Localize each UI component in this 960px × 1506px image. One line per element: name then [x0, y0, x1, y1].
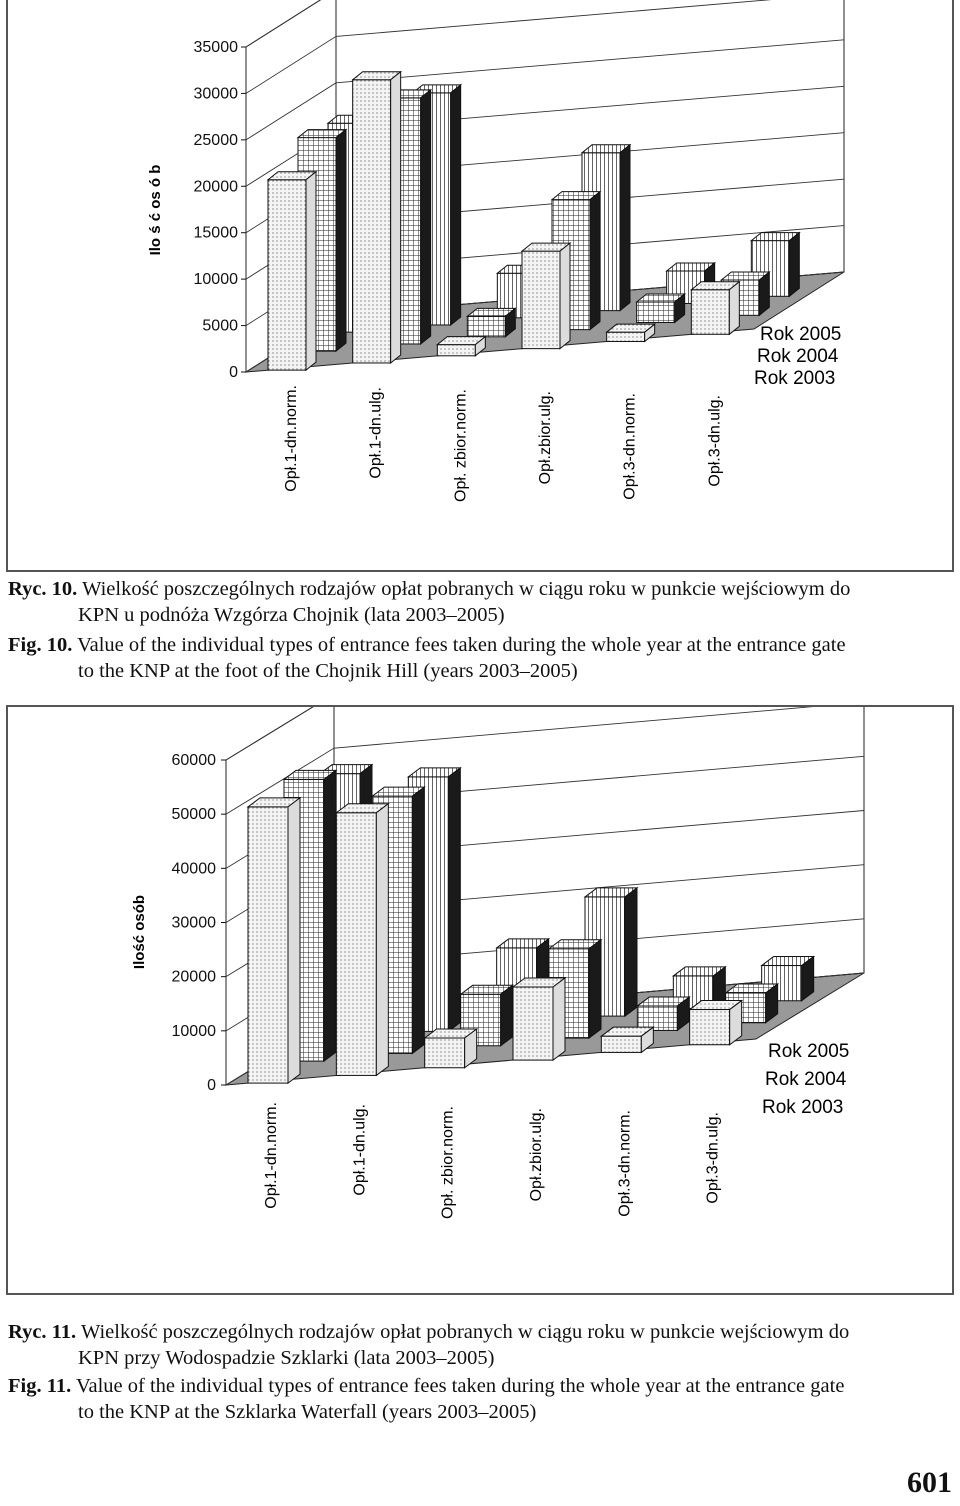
figure-11-chart — [8, 707, 952, 1293]
bar-side — [421, 90, 431, 344]
category-label: Opł. zbior.norm. — [452, 389, 470, 502]
bar-front — [522, 251, 560, 349]
category-label: Opł.1-dn.norm. — [263, 1102, 280, 1209]
caption-text: Value of the individual types of entrance fees taken during the whole year at the entrance gate — [75, 1375, 845, 1397]
bar — [513, 978, 565, 1060]
category-label: Opł.3-dn.ulg. — [704, 1112, 722, 1204]
bar-side — [306, 172, 316, 370]
category-label: Opł.3-dn.norm. — [621, 393, 639, 500]
y-tick-label: 30000 — [171, 914, 216, 932]
y-tick-label: 5000 — [202, 317, 238, 335]
bar-side — [324, 770, 336, 1061]
figure-11-frame — [6, 705, 954, 1295]
bar-side — [590, 192, 600, 330]
category-label: Opł.1-dn.norm. — [283, 385, 300, 492]
category-label: Opł.3-dn.norm. — [616, 1110, 634, 1217]
bar-side — [729, 282, 739, 335]
bar-front — [637, 302, 675, 322]
caption-fig-11 — [8, 1373, 952, 1425]
y-tick-label: 15000 — [193, 224, 238, 242]
legend-label: Rok 2003 — [762, 1097, 844, 1118]
category-label: Opł.1-dn.ulg. — [351, 1104, 369, 1196]
y-axis-label: Ilo ś ć os ó b — [147, 164, 164, 256]
bar — [690, 1001, 742, 1045]
legend-label: Rok 2004 — [757, 346, 839, 367]
category-label: Opł.3-dn.ulg. — [706, 395, 724, 487]
bar-side — [560, 243, 570, 348]
caption-label: Ryc. 11. — [8, 1321, 77, 1343]
bar-side — [625, 888, 637, 1016]
caption-text: Value of the individual types of entrance fees taken during the whole year at the entrance gate — [77, 634, 846, 656]
bar-side — [553, 978, 565, 1060]
y-tick-label: 20000 — [193, 178, 238, 196]
bar-front — [248, 807, 288, 1083]
bar-front — [690, 1010, 730, 1045]
bar-side — [789, 233, 799, 297]
bar-front — [607, 332, 645, 341]
bar-side — [376, 804, 388, 1076]
bar-front — [268, 180, 306, 370]
bar — [268, 172, 316, 370]
bar-side — [448, 768, 460, 1032]
bar-side — [759, 272, 769, 315]
y-tick-label: 30000 — [193, 85, 238, 103]
bar — [353, 72, 401, 363]
y-tick-label: 0 — [207, 1077, 216, 1094]
bar — [691, 282, 739, 335]
bar — [425, 1029, 477, 1068]
bar — [522, 243, 570, 349]
y-tick-label: 50000 — [171, 806, 216, 824]
legend-label: Rok 2004 — [765, 1069, 847, 1090]
bar-side — [391, 72, 401, 363]
y-tick-label: 10000 — [171, 1022, 216, 1040]
caption-text-cont: to the KNP at the foot of the Chojnik Hill (years 2003–2005) — [78, 660, 578, 682]
bar — [336, 804, 388, 1076]
y-tick-label: 10000 — [193, 271, 238, 289]
caption-text-cont: KPN u podnóża Wzgórza Chojnik (lata 2003–2005) — [78, 604, 505, 626]
bar — [607, 324, 655, 341]
bar-side — [412, 787, 424, 1053]
y-tick-label: 20000 — [171, 968, 216, 986]
bar-front — [437, 345, 475, 356]
bar — [437, 337, 485, 356]
bar-front — [467, 316, 505, 336]
bar-front — [513, 987, 553, 1060]
bar-side — [288, 798, 300, 1083]
gridline — [226, 707, 864, 760]
page-number: 601 — [907, 1466, 952, 1499]
legend-label: Rok 2005 — [768, 1041, 850, 1062]
category-label: Opł.zbior.ulg. — [528, 1108, 545, 1202]
legend-label: Rok 2005 — [760, 324, 842, 345]
bar-side — [620, 145, 630, 311]
legend-label: Rok 2003 — [754, 368, 836, 389]
bar — [467, 308, 515, 336]
y-tick-label: 25000 — [193, 131, 238, 149]
bar-side — [589, 940, 601, 1038]
bar-front — [336, 813, 376, 1076]
caption-ryc-10 — [8, 576, 952, 628]
bar-front — [425, 1038, 465, 1068]
caption-text-cont: KPN przy Wodospadzie Szklarki (lata 2003–2005) — [78, 1347, 495, 1369]
bar-side — [336, 130, 346, 352]
y-tick-label: 35000 — [193, 39, 238, 56]
bar — [637, 997, 689, 1030]
bar-front — [691, 290, 729, 335]
caption-ryc-11 — [8, 1319, 952, 1371]
caption-label: Ryc. 10. — [8, 578, 78, 600]
bar — [248, 798, 300, 1083]
y-tick-label: 60000 — [171, 752, 216, 769]
figure-10-chart — [8, 0, 952, 570]
bar-side — [501, 985, 513, 1045]
category-label: Opł.1-dn.ulg. — [367, 387, 385, 479]
bar-side — [451, 85, 461, 325]
caption-fig-10 — [8, 632, 952, 684]
caption-text: Wielkość poszczególnych rodzajów opłat pobranych w ciągu roku w punkcie wejściowym do — [82, 578, 851, 600]
caption-label: Fig. 10. — [8, 634, 73, 656]
category-label: Opł.zbior.ulg. — [537, 391, 554, 485]
figure-10-frame — [6, 0, 954, 572]
bar-front — [601, 1036, 641, 1052]
caption-label: Fig. 11. — [8, 1375, 72, 1397]
bar-front — [353, 80, 391, 363]
y-axis-label: Ilość osób — [131, 894, 148, 970]
y-tick-label: 40000 — [171, 860, 216, 878]
caption-text: Wielkość poszczególnych rodzajów opłat pobranych w ciągu roku w punkcie wejściowym do — [80, 1321, 850, 1343]
y-tick-label: 0 — [229, 364, 238, 381]
category-label: Opł. zbior.norm. — [439, 1106, 457, 1219]
bar — [637, 294, 685, 322]
bar — [601, 1027, 653, 1052]
caption-text-cont: to the KNP at the Szklarka Waterfall (years 2003–2005) — [78, 1401, 537, 1423]
